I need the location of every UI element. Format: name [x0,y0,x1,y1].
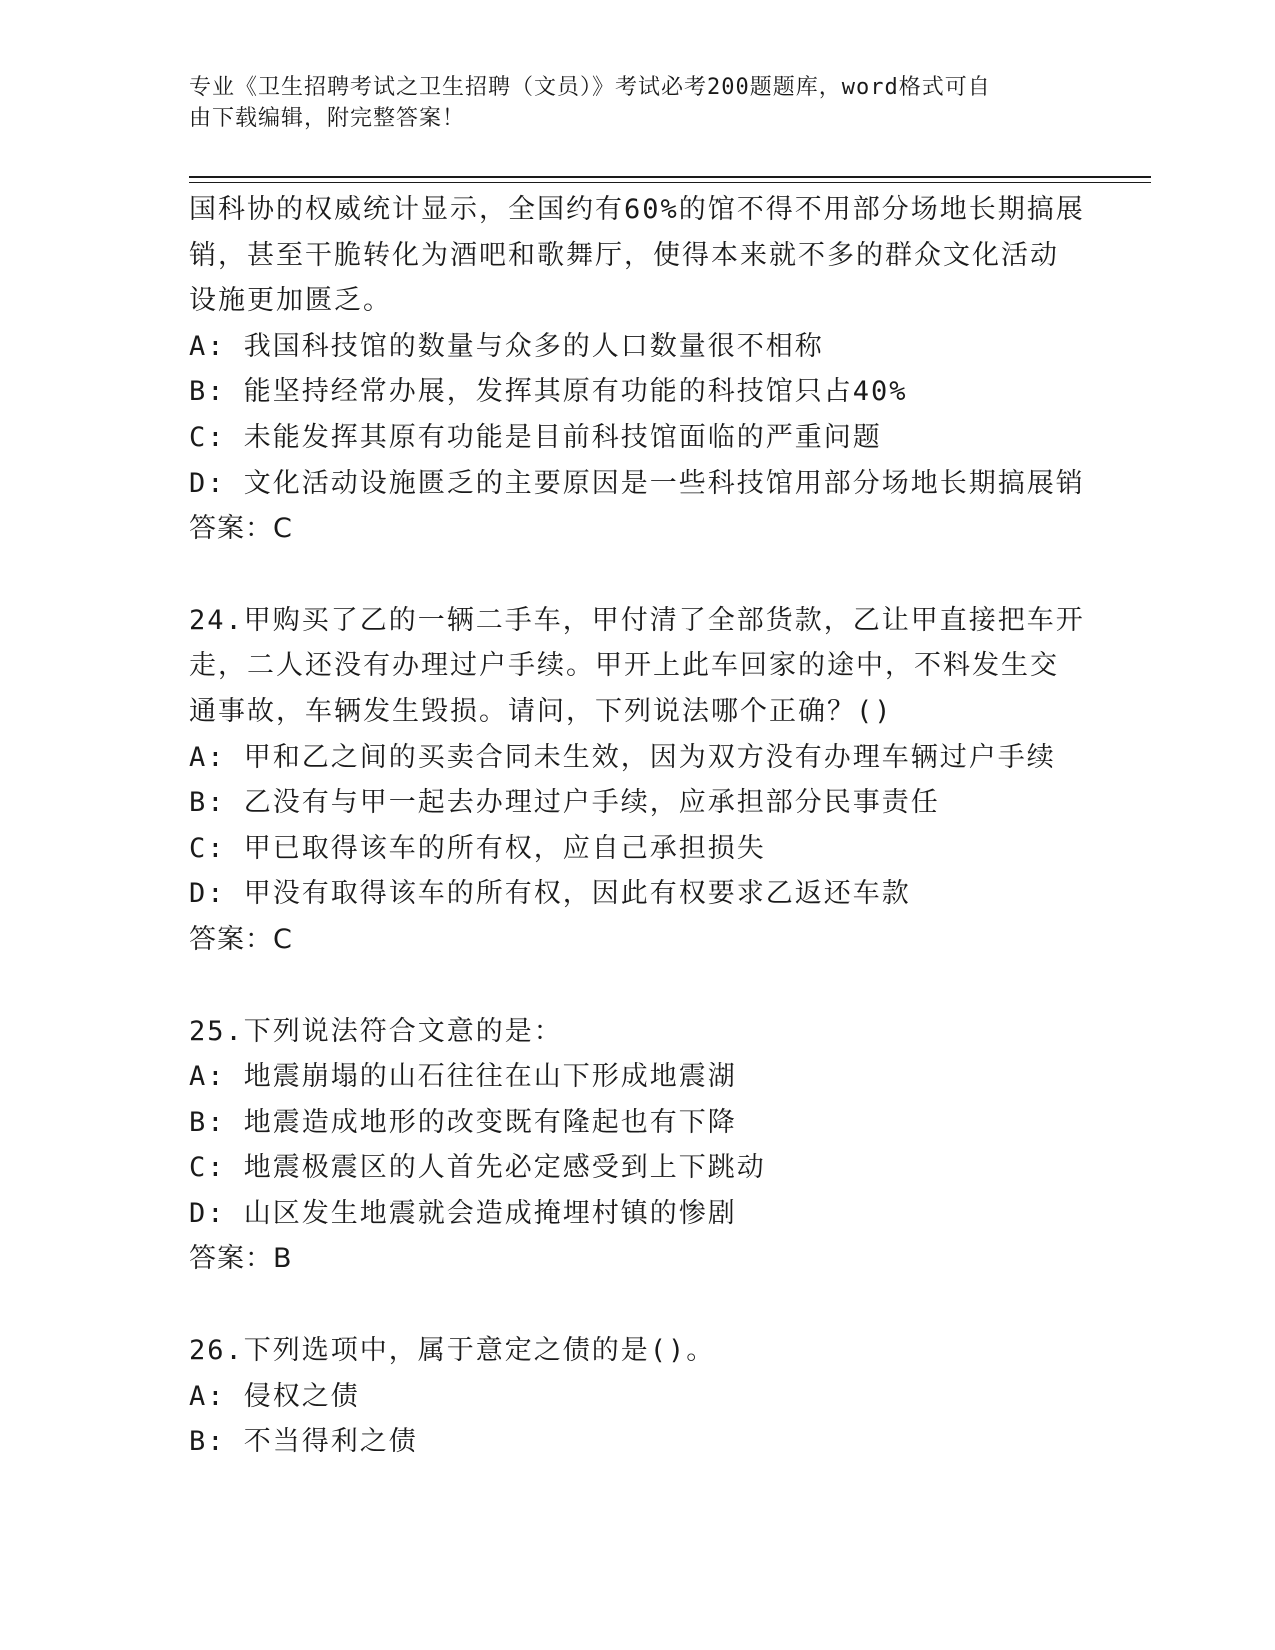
header-line-2: 由下载编辑，附完整答案！ [189,106,466,131]
question-stem: 通事故，车辆发生毁损。请问，下列说法哪个正确？() [189,695,893,727]
answer-label: 答案：C [189,923,293,955]
question-stem: 26.下列选项中，属于意定之债的是()。 [189,1335,716,1367]
option-d: D: 山区发生地震就会造成掩埋村镇的惨剧 [189,1197,737,1229]
question-stem: 设施更加匮乏。 [189,285,392,317]
spacer [189,552,1089,598]
option-a: A: 甲和乙之间的买卖合同未生效，因为双方没有办理车辆过户手续 [189,741,1056,773]
question-stem: 走，二人还没有办理过户手续。甲开上此车回家的途中，不料发生交 [189,650,1059,682]
document-body [189,187,1089,1465]
option-c: C: 地震极震区的人首先必定感受到上下跳动 [189,1152,766,1184]
answer-label: 答案：C [189,513,293,545]
question-26 [189,1328,1089,1465]
question-stem: 25.下列说法符合文意的是： [189,1015,563,1047]
option-d: D: 甲没有取得该车的所有权，因此有权要求乙返还车款 [189,878,911,910]
option-c: C: 未能发挥其原有功能是目前科技馆面临的严重问题 [189,421,882,453]
option-a: A: 侵权之债 [189,1380,360,1412]
option-d: D: 文化活动设施匮乏的主要原因是一些科技馆用部分场地长期搞展销 [189,467,1085,499]
question-23 [189,187,1089,552]
spacer [189,963,1089,1009]
header-line-1: 专业《卫生招聘考试之卫生招聘（文员）》考试必考200题题库，word格式可自 [189,75,991,100]
question-stem: 国科协的权威统计显示，全国约有60%的馆不得不用部分场地长期搞展 [189,194,1085,225]
option-b: B: 地震造成地形的改变既有隆起也有下降 [189,1106,737,1138]
option-a: A: 我国科技馆的数量与众多的人口数量很不相称 [189,330,824,362]
answer-label: 答案：B [189,1243,293,1275]
spacer [189,1282,1089,1328]
header-divider-thick [189,176,1151,178]
question-stem: 24.甲购买了乙的一辆二手车，甲付清了全部货款，乙让甲直接把车开 [189,604,1085,636]
document-header [189,72,1069,134]
option-c: C: 甲已取得该车的所有权，应自己承担损失 [189,832,766,864]
option-b: B: 能坚持经常办展，发挥其原有功能的科技馆只占40% [189,376,908,408]
question-stem: 销，甚至干脆转化为酒吧和歌舞厅，使得本来就不多的群众文化活动 [189,239,1059,271]
question-25 [189,1009,1089,1283]
question-24 [189,598,1089,963]
option-b: B: 不当得利之债 [189,1426,418,1458]
option-a: A: 地震崩塌的山石往往在山下形成地震湖 [189,1061,737,1093]
option-b: B: 乙没有与甲一起去办理过户手续，应承担部分民事责任 [189,787,940,819]
header-divider-thin [189,182,1151,183]
